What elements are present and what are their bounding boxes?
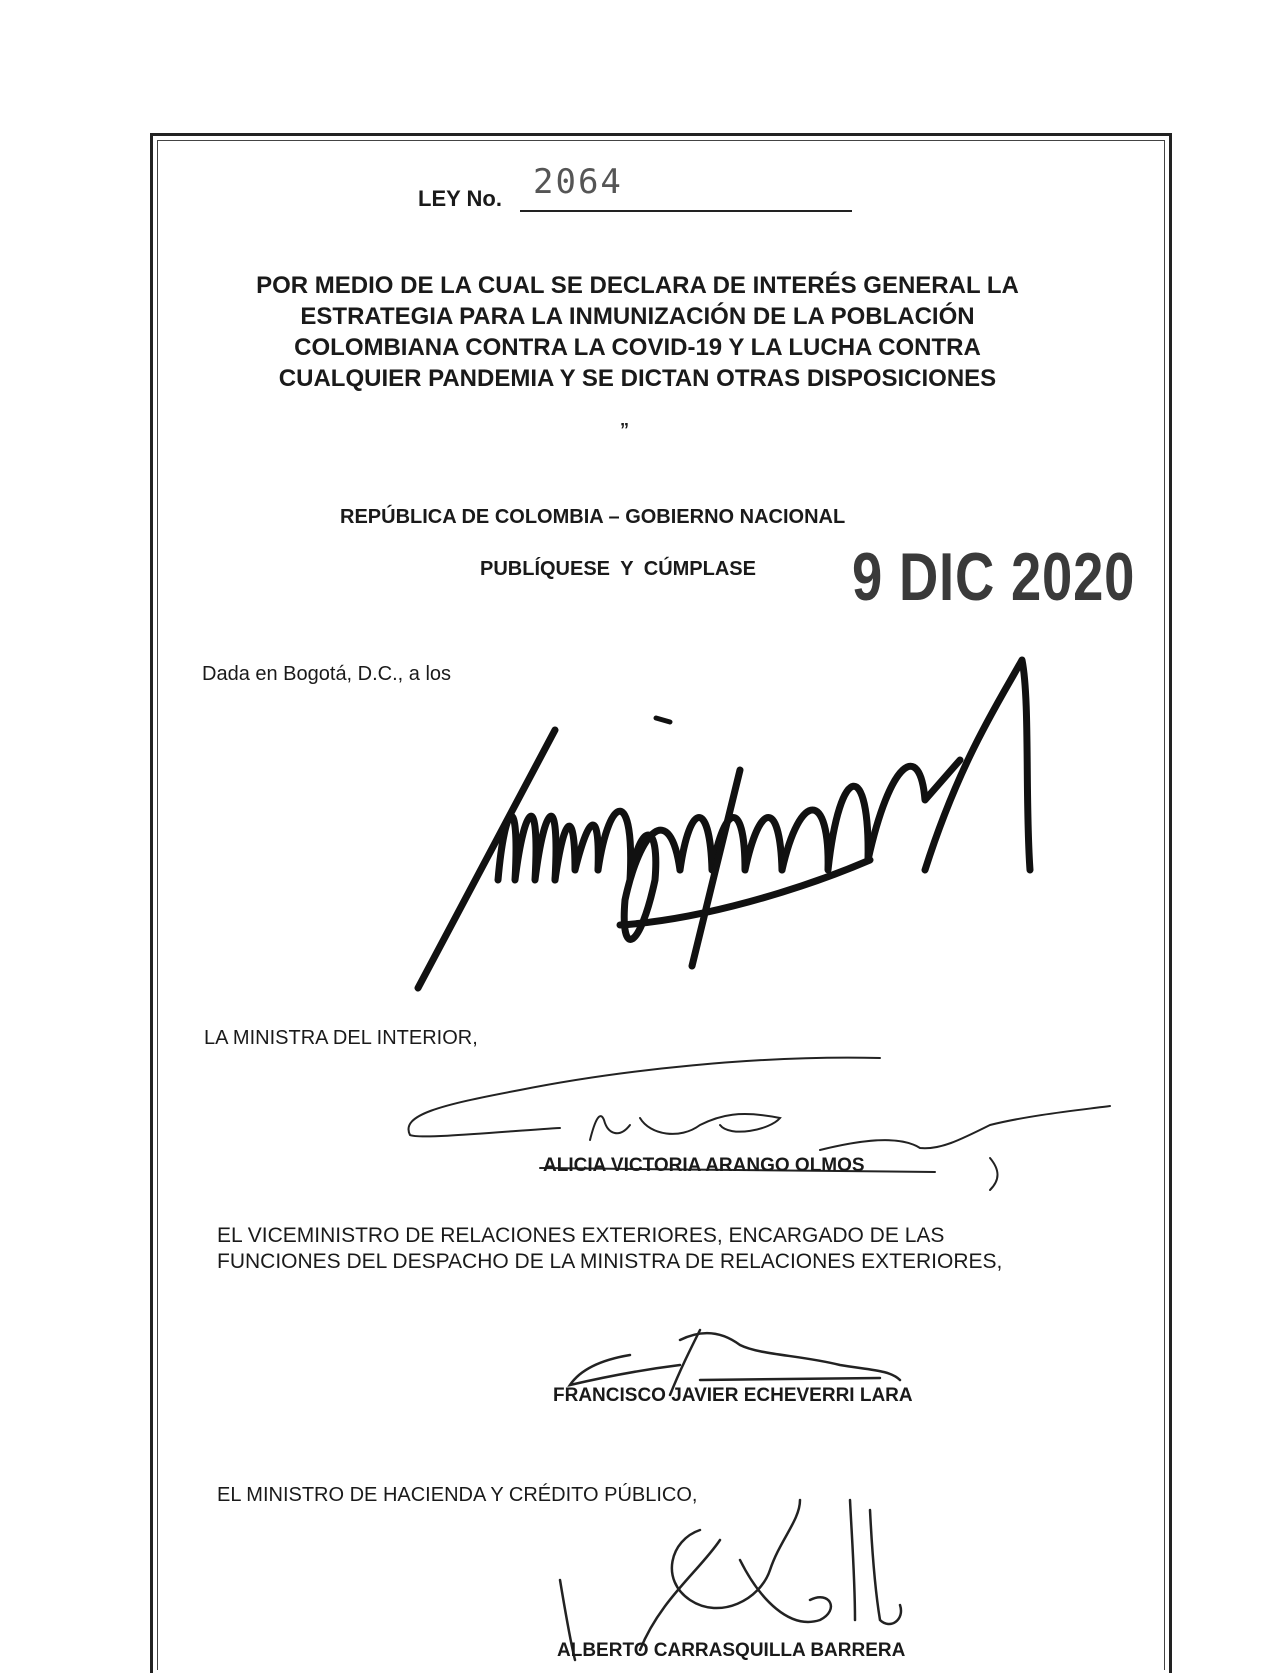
ley-label: LEY No. [418, 186, 502, 211]
given-in-text: Dada en Bogotá, D.C., a los [202, 663, 452, 685]
foreign-affairs-title-line: EL VICEMINISTRO DE RELACIONES EXTERIORES, ENCARGADO DE LAS [217, 1224, 945, 1247]
finance-minister-title: EL MINISTRO DE HACIENDA Y CRÉDITO PÚBLICO, [217, 1484, 698, 1506]
date-stamp: 9 DIC 2020 [852, 539, 1136, 615]
closing-quote: ” [620, 420, 629, 440]
ley-number: 2064 [533, 162, 623, 202]
interior-minister-title: LA MINISTRA DEL INTERIOR, [204, 1027, 478, 1049]
publish-heading: PUBLÍQUESE Y CÚMPLASE [480, 558, 756, 580]
law-title-line: COLOMBIANA CONTRA LA COVID-19 Y LA LUCHA CONTRA [294, 334, 981, 361]
interior-minister-name: ALICIA VICTORIA ARANGO OLMOS [543, 1155, 865, 1176]
finance-minister-name: ALBERTO CARRASQUILLA BARRERA [557, 1640, 906, 1661]
law-title-line: POR MEDIO DE LA CUAL SE DECLARA DE INTERÉS GENERAL LA [256, 272, 1019, 299]
vice-minister-name: FRANCISCO JAVIER ECHEVERRI LARA [553, 1385, 913, 1406]
republic-heading: REPÚBLICA DE COLOMBIA – GOBIERNO NACIONAL [340, 506, 846, 528]
foreign-affairs-title-line: FUNCIONES DEL DESPACHO DE LA MINISTRA DE RELACIONES EXTERIORES, [217, 1250, 1003, 1273]
law-title-line: CUALQUIER PANDEMIA Y SE DICTAN OTRAS DISPOSICIONES [278, 365, 997, 392]
law-title-line: ESTRATEGIA PARA LA INMUNIZACIÓN DE LA POBLACIÓN [300, 303, 975, 330]
